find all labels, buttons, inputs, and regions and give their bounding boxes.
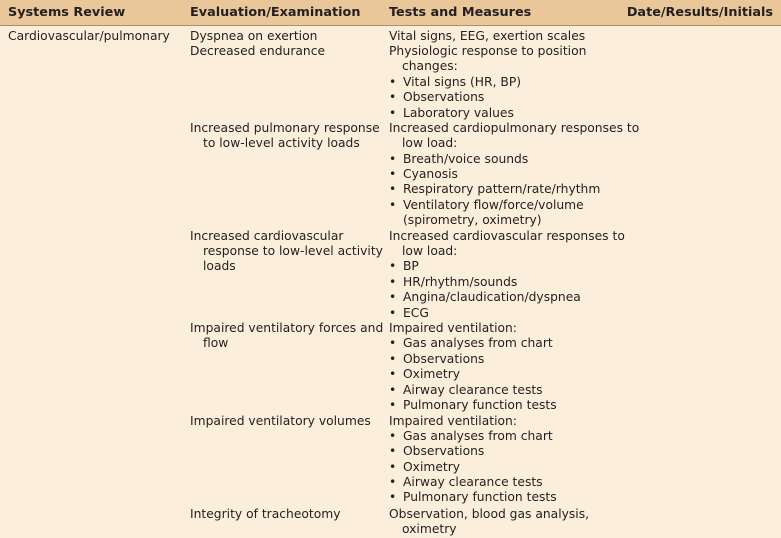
header-evaluation: Evaluation/Examination [190,5,361,20]
test-line: Physiologic response to position [389,44,587,58]
test-line: Impaired ventilation: [389,321,517,335]
eval-line: response to low-level activity [203,244,383,258]
bullet-item: • Gas analyses from chart [389,429,553,444]
bullet-item: • Breath/voice sounds [389,152,528,167]
bullet-item: • Pulmonary function tests [389,398,557,413]
eval-line: loads [203,259,236,273]
eval-line: Decreased endurance [190,44,326,58]
test-line: oximetry [402,522,457,536]
eval-line: Increased pulmonary response [190,121,380,135]
eval-line: Impaired ventilatory volumes [190,414,371,428]
header-date-results: Date/Results/Initials [626,5,773,20]
bullet-item: • ECG [389,306,429,321]
bullet-item: • BP [389,259,419,274]
test-line: Vital signs, EEG, exertion scales [389,29,586,43]
test-line: low load: [402,136,458,150]
table-header [0,0,781,26]
bullet-item: • Oximetry [389,367,460,382]
header-tests-measures: Tests and Measures [389,5,532,20]
bullet-item: • Ventilatory flow/force/volume [389,198,584,213]
bullet-item: • Angina/claudication/dyspnea [389,290,581,305]
test-line: Observation, blood gas analysis, [389,507,590,521]
bullet-item: • Cyanosis [389,167,458,182]
eval-line: Dyspnea on exertion [190,29,318,43]
bullet-item: • Observations [389,90,484,105]
bullet-item: • Gas analyses from chart [389,336,553,351]
bullet-item: • HR/rhythm/sounds [389,275,517,290]
bullet-item: • Vital signs (HR, BP) [389,75,521,90]
eval-line: Impaired ventilatory forces and [190,321,384,335]
test-line: Increased cardiopulmonary responses to [389,121,640,135]
test-line: Impaired ventilation: [389,414,517,428]
system-cell: Cardiovascular/pulmonary [8,29,170,43]
test-line: low load: [402,244,458,258]
bullet-continuation: (spirometry, oximetry) [403,213,542,227]
eval-line: Integrity of tracheotomy [190,507,341,521]
bullet-item: • Pulmonary function tests [389,490,557,505]
eval-line: Increased cardiovascular [190,229,344,243]
bullet-item: • Airway clearance tests [389,383,543,398]
test-line: Increased cardiovascular responses to [389,229,625,243]
bullet-item: • Airway clearance tests [389,475,543,490]
bullet-item: • Oximetry [389,460,460,475]
bullet-item: • Observations [389,444,484,459]
bullet-item: • Laboratory values [389,106,514,121]
header-systems-review: Systems Review [8,5,126,20]
bullet-item: • Respiratory pattern/rate/rhythm [389,182,600,197]
test-line: changes: [402,59,458,73]
eval-line: flow [203,336,229,350]
bullet-item: • Observations [389,352,484,367]
eval-line: to low-level activity loads [203,136,360,150]
